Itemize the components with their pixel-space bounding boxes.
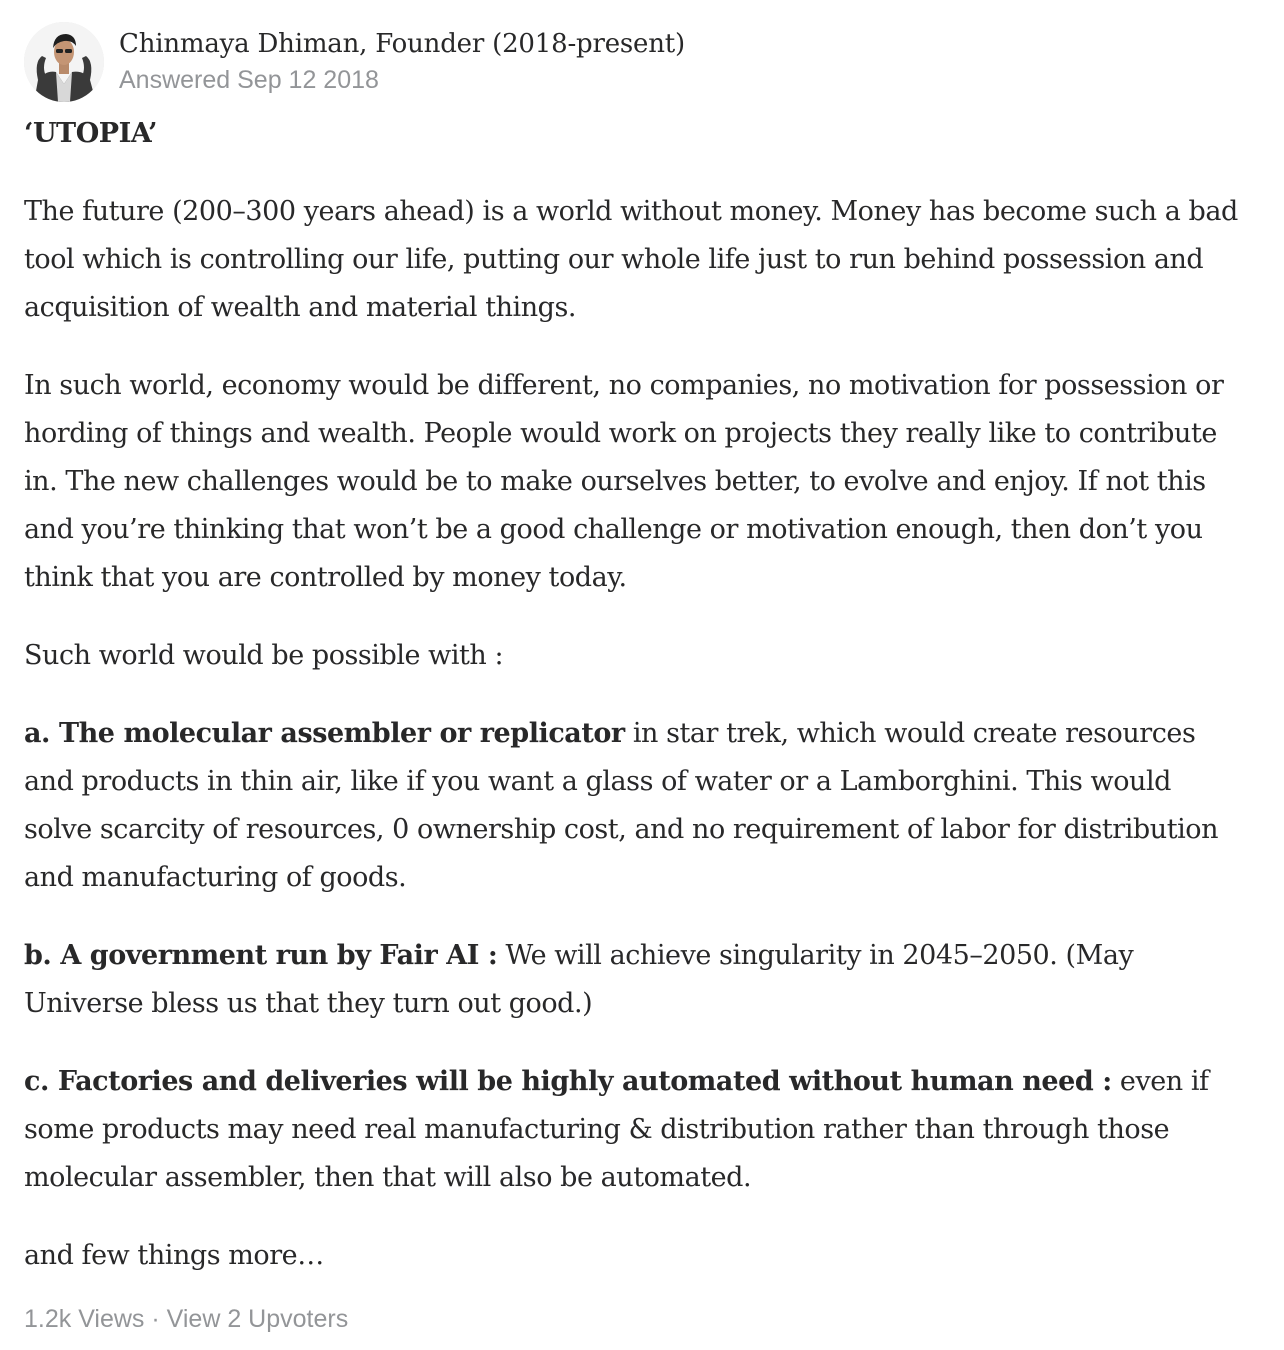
answered-date-link[interactable]: Sep 12 2018 [237,66,379,94]
footer-separator: · [144,1305,167,1333]
answer-card [24,22,1244,1336]
list-item-b-text: We will achieve singularity in 2045–2050. (May Universe bless us that they turn out good.) [24,940,1134,1019]
list-item-c-text: even if some products may need real manufacturing & distribution rather than through those molecular assembler, then that will also be automated. [24,1066,1209,1193]
list-item-c-heading: c. Factories and deliveries will be highly automated without human need : [24,1066,1112,1097]
list-item-b-heading: b. A government run by Fair AI : [24,940,498,971]
paragraph-end: and few things more… [24,1240,324,1271]
answer-footer [24,1302,1244,1336]
answered-prefix: Answered [119,66,231,94]
author-line [119,27,685,61]
answered-line [119,63,685,97]
author-credential: , Founder (2018-present) [359,29,685,59]
list-item-a-text: in star trek, which would create resources and products in thin air, like if you want a glass of water or a Lamborghini. This would solve scarcity of resources, 0 ownership cost, and no requirement of labor for distribution and manufacturing of goods. [24,718,1219,893]
answer-title: ‘UTOPIA’ [24,118,158,149]
author-meta [119,27,685,97]
answer-content [24,110,1244,1280]
list-item-a-heading: a. The molecular assembler or replicator [24,718,625,749]
author-name[interactable]: Chinmaya Dhiman [119,29,360,59]
avatar[interactable] [24,22,104,102]
list-item-a [24,710,1244,902]
paragraph-2: In such world, economy would be different, no companies, no motivation for possession or hording of things and wealth. People would work on projects they really like to contribute in. The new challenges would be to make ourselves better, to evolve and enjoy. If not this and you’re thinking that won’t be a good challenge or motivation enough, then don’t you think that you are controlled by money today. [24,370,1224,593]
view-upvoters-link[interactable]: View 2 Upvoters [166,1305,349,1333]
list-item-b [24,932,1244,1028]
views-count: 1.2k Views [24,1305,145,1333]
paragraph-3: Such world would be possible with : [24,640,504,671]
user-avatar-icon [24,22,104,102]
paragraph-1: The future (200–300 years ahead) is a world without money. Money has become such a bad tool which is controlling our life, putting our whole life just to run behind possession and acquisition of wealth and material things. [24,196,1238,323]
list-item-c [24,1058,1244,1202]
answer-header [24,22,1244,102]
